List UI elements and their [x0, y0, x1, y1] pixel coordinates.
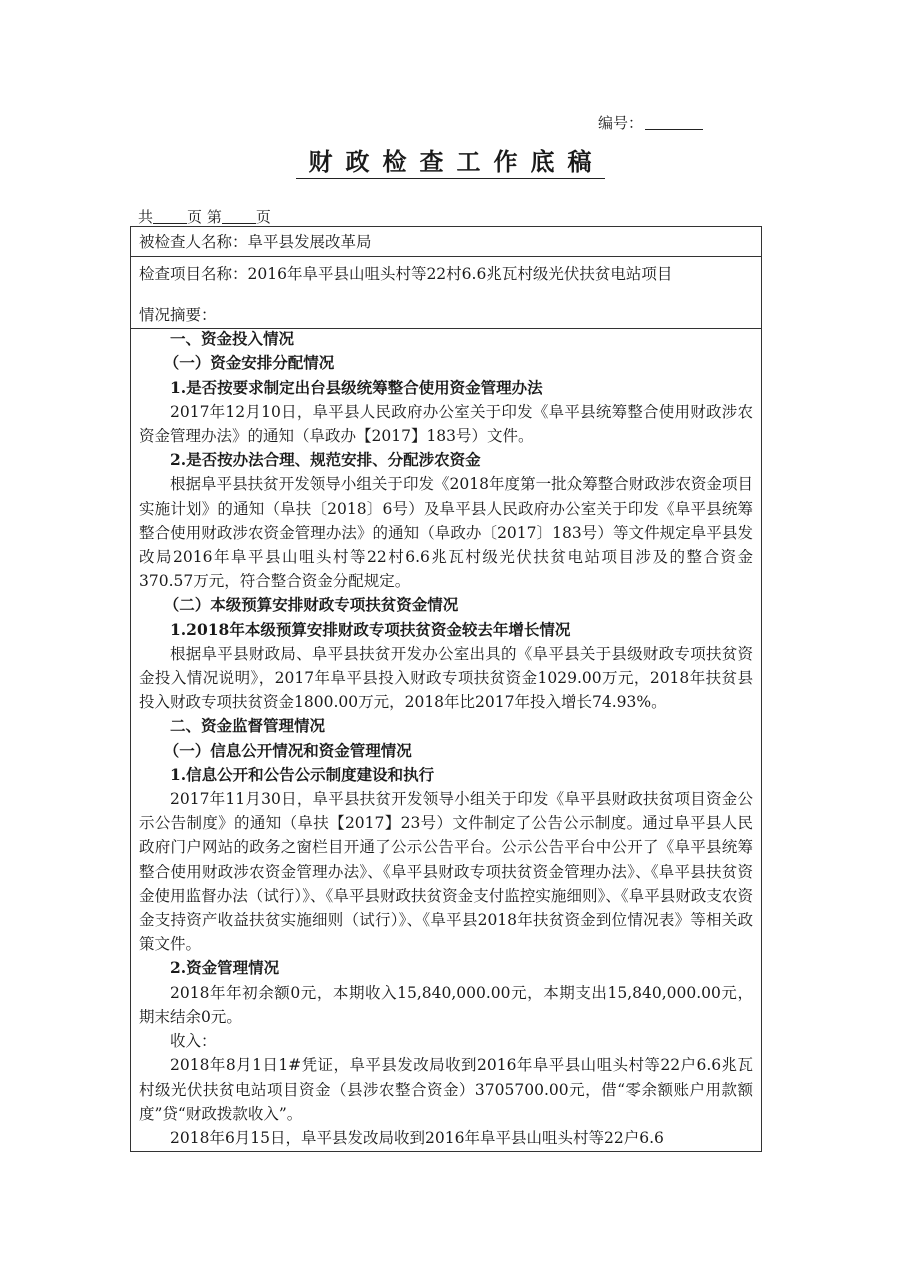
current-label: 第 — [206, 208, 222, 226]
title-text: 财政检查工作底稿 — [296, 147, 605, 179]
total-blank — [153, 209, 187, 224]
total-label: 共 — [138, 208, 154, 226]
heading-1: 一、资金投入情况 — [170, 329, 295, 349]
paragraph: 2017年12月10日，阜平县人民政府办公室关于印发《阜平县统筹整合使用财政涉农资金管理办法》的通知（阜政办【2017】183号）文件。 — [139, 402, 753, 446]
current-blank — [222, 209, 256, 224]
summary-section — [139, 303, 753, 1150]
summary-label: 情况摘要： — [139, 306, 217, 324]
heading-1-1: （一）资金安排分配情况 — [163, 353, 335, 373]
heading-1-1-1: 1.是否按要求制定出台县级统筹整合使用资金管理办法 — [170, 377, 543, 397]
serial-number — [598, 112, 703, 133]
paragraph: 根据阜平县财政局、阜平县扶贫开发办公室出具的《阜平县关于县级财政专项扶贫资金投入情况说明》，2017年阜平县投入财政专项扶贫资金1029.00万元，2018年扶贫县投入财政专项扶贫资金1800.00万元，2018年比2017年投入增长74.93%。 — [139, 644, 753, 712]
page-label: 页 — [187, 208, 203, 226]
paragraph: 2018年6月15日，阜平县发改局收到2016年阜平县山咀头村等22户6.6 — [170, 1128, 664, 1147]
heading-2-1-1: 1.信息公开和公告公示制度建设和执行 — [170, 764, 435, 784]
page-title — [0, 142, 900, 177]
inspected-row — [131, 227, 761, 257]
paragraph: 根据阜平县扶贫开发领导小组关于印发《2018年度第一批众筹整合财政涉农资金项目实施计划》的通知（阜扶〔2018〕6号）及阜平县人民政府办公室关于印发《阜平县统筹整合使用财政涉农资金管理办法》的通知（阜政办〔2017〕183号）等文件规定阜平县发改局2016年阜平县山咀头村等22村6.6兆瓦村级光伏扶贫电站项目涉及的整合资金370.57万元，符合整合资金分配规定。 — [139, 475, 753, 591]
heading-2-1-2: 2.资金管理情况 — [170, 958, 280, 978]
worksheet-table — [130, 226, 762, 1152]
paragraph: 2017年11月30日，阜平县扶贫开发领导小组关于印发《阜平县财政扶贫项目资金公示公告制度》的通知（阜扶【2017】23号）文件制定了公告公示制度。通过阜平县人民政府门户网站的政务之窗栏目开通了公示公告平台。公示公告平台中公开了《阜平县统筹整合使用财政涉农资金管理办法》、《阜平县财政专项扶贫资金管理办法》、《阜平县扶贫资金使用监督办法（试行）》、《阜平县财政扶贫资金支付监控实施细则》、《阜平县财政支农资金支持资产收益扶贫实施细则（试行）》、《阜平县2018年扶贫资金到位情况表》等相关政策文件。 — [139, 790, 753, 954]
page-counter — [138, 206, 271, 227]
inspected-name: 被检查人名称：阜平县发展改革局 — [139, 233, 372, 251]
heading-1-2-1: 1.2018年本级预算安排财政专项扶贫资金较去年增长情况 — [170, 619, 571, 639]
paragraph: 2018年年初余额0元，本期收入15,840,000.00元，本期支出15,840,000.00元，期末结余0元。 — [139, 983, 753, 1026]
heading-2-1: （一）信息公开情况和资金管理情况 — [163, 740, 412, 760]
paragraph: 收入： — [170, 1032, 217, 1051]
project-name: 检查项目名称：2016年阜平县山咀头村等22村6.6兆瓦村级光伏扶贫电站项目 — [139, 265, 673, 283]
heading-1-1-2: 2.是否按办法合理、规范安排、分配涉农资金 — [170, 450, 481, 470]
heading-2: 二、资金监督管理情况 — [170, 716, 326, 736]
paragraph: 2018年8月1日1#凭证，阜平县发改局收到2016年阜平县山咀头村等22户6.6兆瓦村级光伏扶贫电站项目资金（县涉农整合资金）3705700.00元，借“零余额账户用款额度”贷“财政拨款收入”。 — [139, 1056, 753, 1123]
page-label-2: 页 — [255, 208, 271, 226]
serial-label: 编号： — [598, 114, 644, 132]
heading-1-2: （二）本级预算安排财政专项扶贫资金情况 — [163, 595, 459, 615]
serial-blank — [645, 115, 703, 130]
